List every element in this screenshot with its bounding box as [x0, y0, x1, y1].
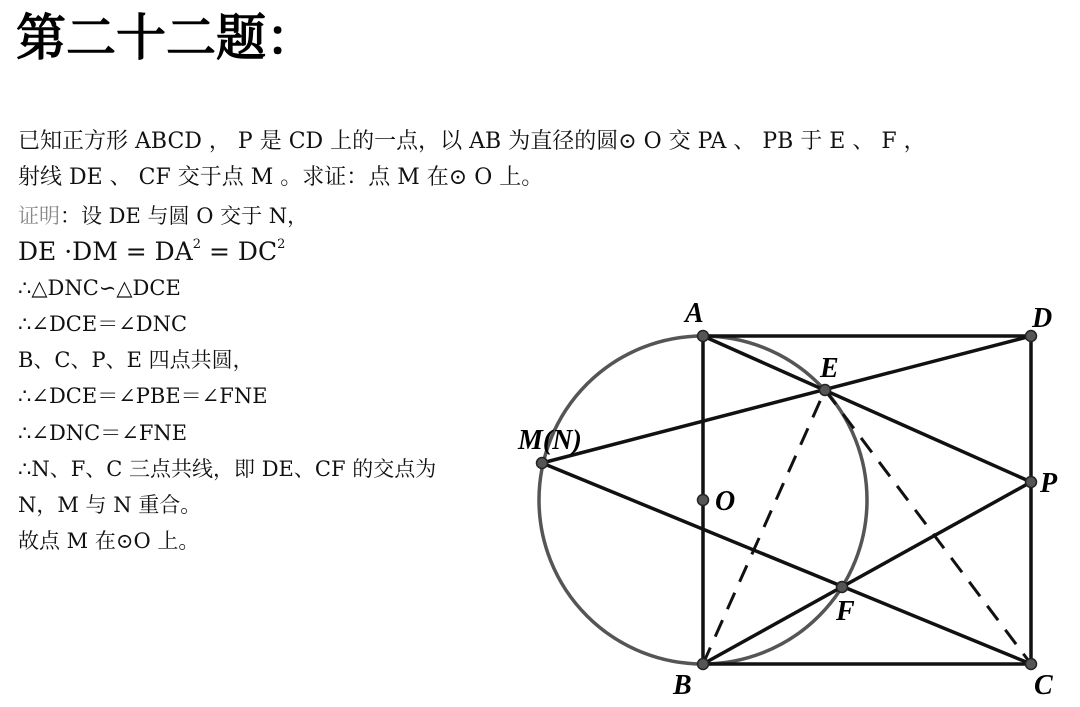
label-d: D [1032, 303, 1053, 334]
proof-line: ∴∠DNC＝∠FNE [18, 420, 188, 445]
label-f: F [836, 596, 855, 627]
ray-de [542, 336, 1031, 463]
label-o: O [715, 486, 736, 517]
proof-line: N，M 与 N 重合。 [18, 492, 202, 517]
point-f [837, 582, 848, 593]
dashed-be [703, 390, 825, 664]
proof-line: ∴N、F、C 三点共线，即 DE、CF 的交点为 [18, 456, 437, 481]
exponent: 2 [277, 237, 286, 253]
equation-part: DE ·DM = DA [18, 237, 193, 267]
point-c [1026, 659, 1037, 670]
proof-line-rest: ：设 DE 与圆 O 交于 N， [60, 204, 309, 228]
point-a [698, 331, 709, 342]
label-m-n: M(N) [518, 425, 582, 456]
proof-line: ∴∠DCE＝∠DNC [18, 312, 188, 337]
proof-line: B、C、P、E 四点共圆， [18, 348, 254, 373]
label-a: A [685, 298, 704, 329]
point-m [537, 458, 548, 469]
proof-line: ∴∠DCE＝∠PBE＝∠FNE [18, 384, 268, 409]
label-c: C [1034, 670, 1053, 701]
label-p: P [1040, 468, 1058, 499]
label-b: B [673, 670, 692, 701]
proof-line: 故点 M 在⊙O 上。 [18, 528, 200, 553]
point-p [1026, 477, 1037, 488]
proof-line: ∴△DNC∽△DCE [18, 276, 181, 301]
exponent: 2 [192, 237, 202, 253]
point-e [820, 385, 831, 396]
problem-line-2: 射线 DE 、 CF 交于点 M 。求证：点 M 在⊙ O 上。 [18, 165, 544, 190]
label-e: E [820, 353, 839, 384]
page-title: 第二十二题： [16, 9, 316, 67]
proof-label: 证明 [18, 204, 60, 228]
point-b [698, 659, 709, 670]
problem-line-1: 已知正方形 ABCD ， P 是 CD 上的一点，以 AB 为直径的圆⊙ O 交 PA 、 PB 于 E 、 F ， [18, 129, 926, 154]
equation-part: = DC [201, 237, 278, 267]
point-o [698, 495, 709, 506]
ray-cf [542, 463, 1031, 664]
